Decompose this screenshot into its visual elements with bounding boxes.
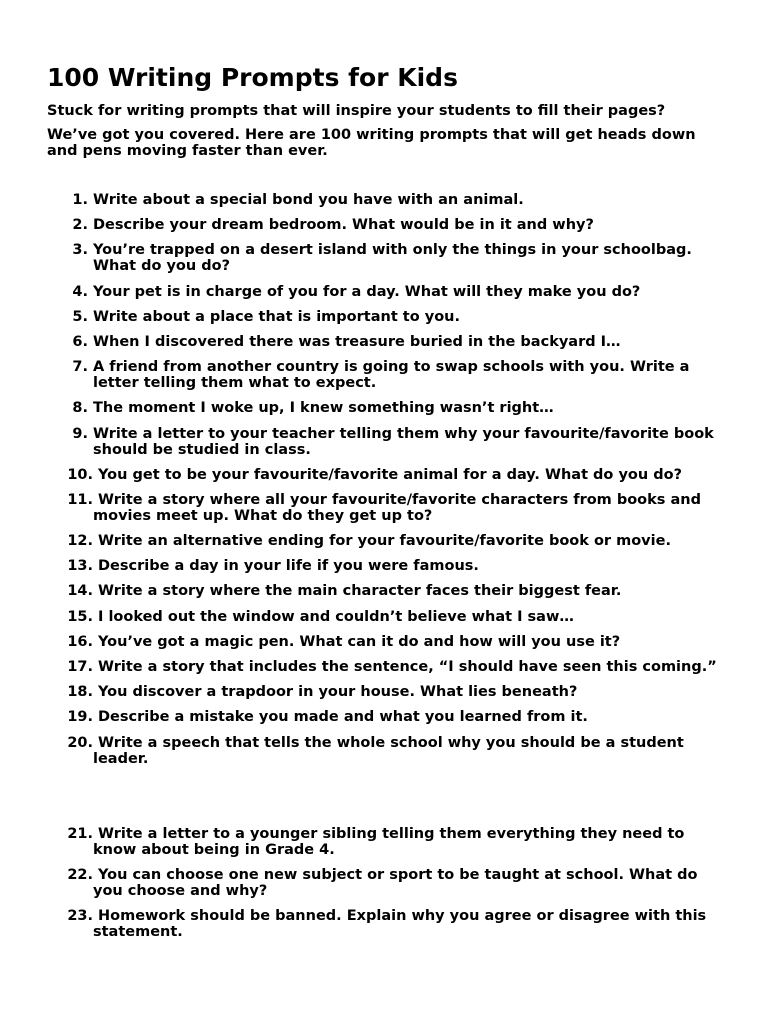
- item-number: 6.: [72, 333, 88, 350]
- list-item: [47, 400, 727, 416]
- item-text: Write about a special bond you have with an animal.: [93, 192, 524, 208]
- intro-paragraph: We’ve got you covered. Here are 100 writing prompts that will get heads down and pens moving faster than ever.: [47, 127, 696, 159]
- page-title: 100 Writing Prompts for Kids: [47, 63, 458, 92]
- item-text: I looked out the window and couldn’t believe what I saw…: [98, 608, 574, 625]
- list-item: [47, 492, 727, 524]
- item-number: 18.: [67, 684, 93, 701]
- list-item: [47, 709, 727, 725]
- item-number: 7.: [72, 359, 88, 376]
- item-number: 3.: [72, 242, 88, 259]
- item-number: 11.: [67, 491, 93, 508]
- item-number: 17.: [67, 659, 93, 675]
- item-number: 1.: [72, 192, 88, 208]
- item-text: Write a story where the main character faces their biggest fear.: [98, 583, 622, 600]
- list-item: [47, 684, 727, 700]
- item-number: 9.: [72, 425, 88, 442]
- item-text: You’ve got a magic pen. What can it do and how will you use it?: [98, 633, 621, 650]
- item-text: The moment I woke up, I knew something wasn’t right…: [93, 400, 554, 417]
- item-text: Write about a place that is important to you.: [93, 308, 460, 325]
- item-text: You can choose one new subject or sport to be taught at school. What do you choose and why?: [93, 866, 698, 899]
- item-number: 20.: [67, 734, 93, 751]
- list-item: [47, 826, 727, 858]
- list-item: [47, 634, 727, 650]
- list-item: [47, 735, 727, 767]
- item-text: Describe a mistake you made and what you learned from it.: [98, 709, 588, 726]
- item-text: Write a story where all your favourite/favorite characters from books and movies meet up. What do they get up to?: [93, 491, 701, 524]
- item-number: 15.: [67, 608, 93, 625]
- list-item: [47, 908, 727, 940]
- document-page: [47, 62, 727, 949]
- list-item: [47, 609, 727, 625]
- list-item: [47, 284, 727, 300]
- item-text: You’re trapped on a desert island with only the things in your schoolbag. What do you do?: [93, 242, 692, 275]
- item-number: 16.: [67, 633, 93, 650]
- item-text: When I discovered there was treasure buried in the backyard I…: [93, 333, 621, 350]
- item-text: Describe a day in your life if you were famous.: [98, 558, 479, 575]
- item-number: 5.: [72, 308, 88, 325]
- item-text: You discover a trapdoor in your house. What lies beneath?: [98, 684, 578, 701]
- list-item: [47, 334, 727, 350]
- item-number: 10.: [67, 466, 93, 483]
- item-text: Write a story that includes the sentence, “I should have seen this coming.”: [98, 659, 717, 675]
- item-text: Homework should be banned. Explain why you agree or disagree with this statement.: [93, 907, 707, 940]
- item-number: 13.: [67, 558, 93, 575]
- list-item: [47, 533, 727, 549]
- item-number: 8.: [72, 400, 88, 417]
- item-number: 23.: [67, 907, 93, 924]
- item-text: Your pet is in charge of you for a day. What will they make you do?: [93, 283, 641, 300]
- prompt-list: [47, 826, 727, 940]
- item-number: 14.: [67, 583, 93, 600]
- list-item: [47, 242, 727, 274]
- list-item: [47, 192, 727, 208]
- item-number: 4.: [72, 283, 88, 300]
- item-text: Write a letter to your teacher telling them why your favourite/favorite book should be studied in class.: [93, 425, 714, 458]
- list-item: [47, 217, 727, 233]
- list-item: [47, 309, 727, 325]
- list-item: [47, 558, 727, 574]
- list-item: [47, 659, 727, 675]
- item-text: Describe your dream bedroom. What would be in it and why?: [93, 217, 594, 234]
- list-item: [47, 359, 727, 391]
- item-text: Write a speech that tells the whole school why you should be a student leader.: [93, 734, 684, 767]
- item-number: 19.: [67, 709, 93, 726]
- item-number: 2.: [72, 217, 88, 234]
- list-item: [47, 426, 727, 458]
- item-number: 22.: [67, 866, 93, 883]
- item-text: Write an alternative ending for your favourite/favorite book or movie.: [98, 533, 671, 550]
- prompt-list: [47, 192, 727, 767]
- list-item: [47, 583, 727, 599]
- list-item: [47, 467, 727, 483]
- item-number: 21.: [67, 825, 93, 842]
- item-text: Write a letter to a younger sibling telling them everything they need to know about being in Grade 4.: [93, 825, 685, 858]
- item-number: 12.: [67, 533, 93, 550]
- item-text: You get to be your favourite/favorite animal for a day. What do you do?: [98, 466, 682, 483]
- intro-paragraph: Stuck for writing prompts that will inspire your students to fill their pages?: [47, 103, 666, 119]
- item-text: A friend from another country is going to swap schools with you. Write a letter telling them what to expect.: [93, 359, 690, 392]
- list-item: [47, 867, 727, 899]
